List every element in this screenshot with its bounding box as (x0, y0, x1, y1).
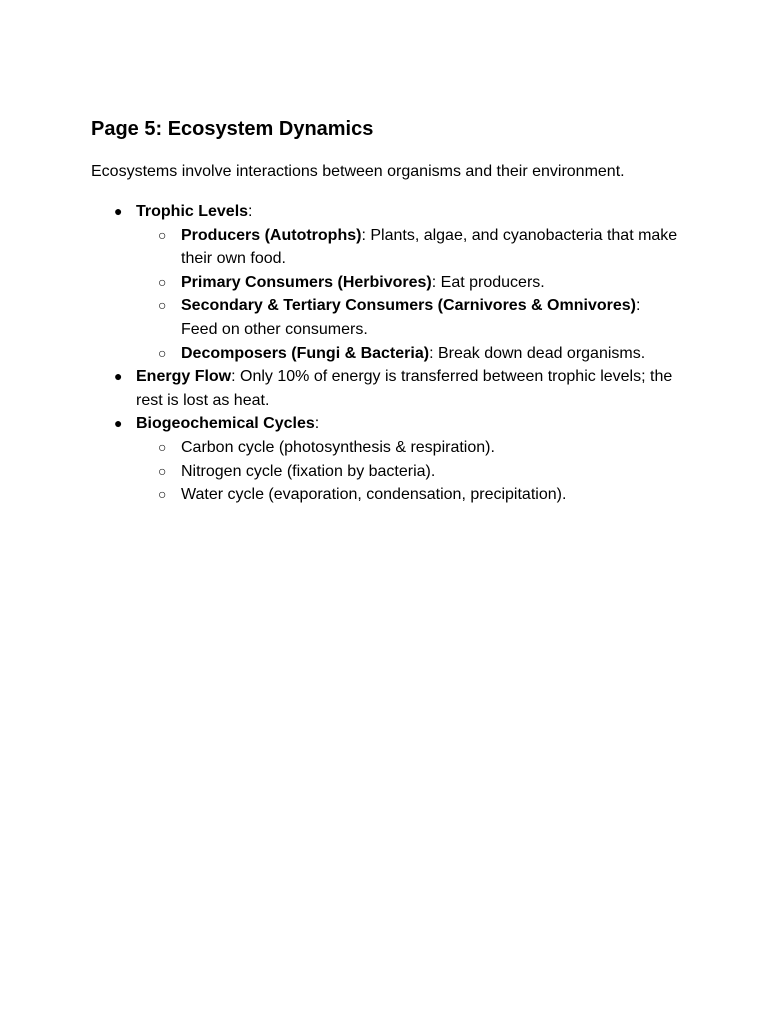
sub-list-item-water-cycle (158, 483, 681, 507)
intro-paragraph: Ecosystems involve interactions between organisms and their environment. (91, 163, 625, 180)
bullet-circle-icon: ○ (158, 438, 167, 455)
bullet-circle-icon: ○ (158, 486, 167, 503)
bullet-dot-icon: ● (114, 203, 123, 219)
sub-list-item-text: : Plants, algae, and cyanobacteria that make their own food. (181, 226, 678, 268)
list-item-text: : (314, 415, 320, 433)
list-item-term: Energy Flow (136, 368, 232, 386)
sub-list-item-term: Producers (Autotrophs) (181, 226, 362, 244)
page-title: Page 5: Ecosystem Dynamics (91, 118, 374, 140)
sub-list-item-decomposers (158, 342, 681, 366)
sub-list-item-primary-consumers (158, 271, 681, 295)
bullet-circle-icon: ○ (158, 297, 167, 314)
sub-list-item-term: Decomposers (Fungi & Bacteria) (181, 344, 430, 362)
list-item-energy-flow (0, 365, 676, 412)
bullet-circle-icon: ○ (158, 344, 167, 361)
sub-list-biogeochemical-cycles (136, 436, 676, 507)
bullet-circle-icon: ○ (158, 462, 167, 479)
sub-list-trophic-levels (136, 224, 676, 366)
sub-list-item-text: Carbon cycle (photosynthesis & respiration). (181, 438, 495, 456)
list-item-text: : (248, 203, 253, 220)
bullet-list (0, 200, 768, 507)
list-item-term: Biogeochemical Cycles (136, 415, 315, 433)
sub-list-item-nitrogen-cycle (158, 460, 681, 484)
sub-list-item-producers (158, 224, 681, 271)
bullet-dot-icon: ● (114, 415, 123, 432)
bullet-circle-icon: ○ (158, 226, 167, 243)
list-item-term: Trophic Levels (136, 203, 249, 220)
sub-list-item-secondary-tertiary-consumers (158, 294, 681, 341)
sub-list-item-text: : Break down dead organisms. (429, 344, 646, 362)
sub-list-item-text: Nitrogen cycle (fixation by bacteria). (181, 462, 436, 480)
sub-list-item-text: : Eat producers. (431, 273, 545, 291)
sub-list-item-carbon-cycle (158, 436, 681, 460)
sub-list-item-term: Primary Consumers (Herbivores) (181, 273, 432, 291)
list-item-trophic-levels (0, 200, 676, 365)
list-item-text: : Only 10% of energy is transferred between trophic levels; the rest is lost as heat. (136, 368, 673, 409)
list-item-biogeochemical-cycles (0, 412, 676, 506)
sub-list-item-text: Water cycle (evaporation, condensation, precipitation). (181, 486, 567, 504)
bullet-circle-icon: ○ (158, 273, 167, 290)
sub-list-item-text: : Feed on other consumers. (181, 297, 641, 338)
sub-list-item-term: Secondary & Tertiary Consumers (Carnivores & Omnivores) (181, 297, 636, 315)
bullet-dot-icon: ● (114, 368, 123, 385)
